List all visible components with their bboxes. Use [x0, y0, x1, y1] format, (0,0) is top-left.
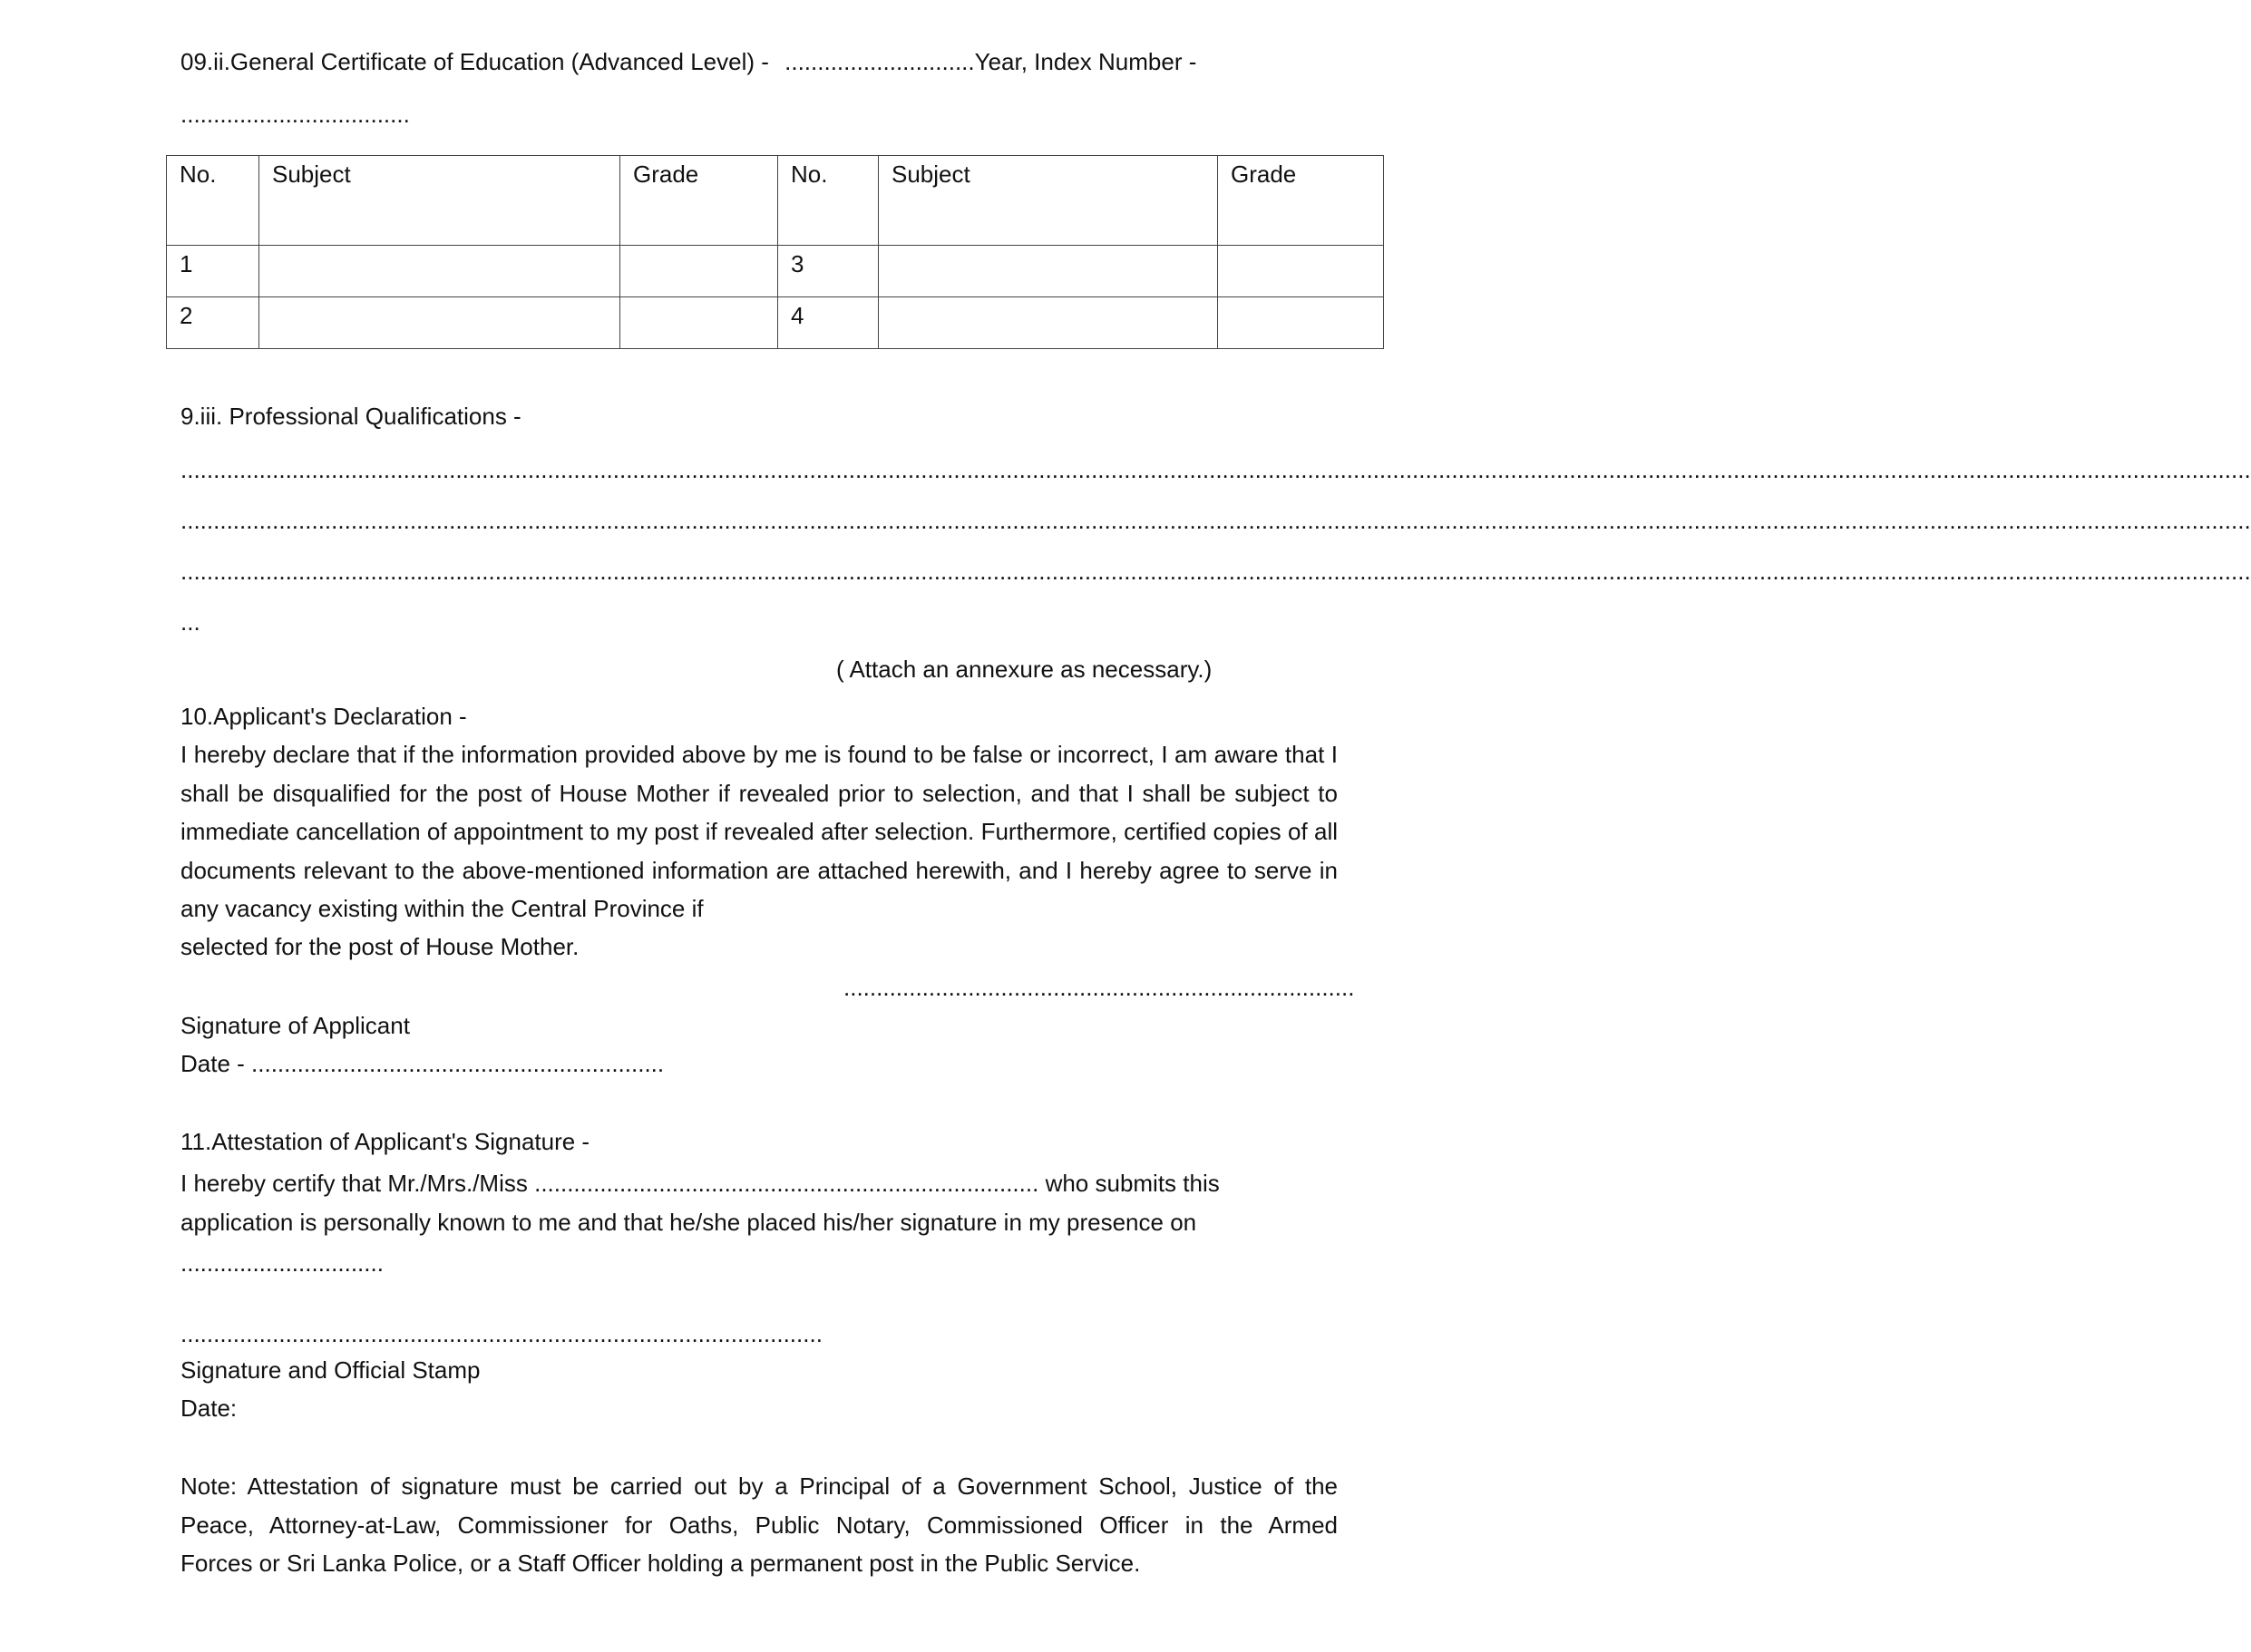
- grade-cell[interactable]: [1218, 246, 1384, 297]
- qualification-continuation: ...: [180, 608, 200, 636]
- index-number-blank[interactable]: ...................................: [180, 101, 410, 128]
- table-header-row: [167, 156, 1384, 246]
- applicant-signature-line[interactable]: ..............................................................................: [843, 974, 1355, 1001]
- attestation-title: 11.Attestation of Applicant's Signature -: [180, 1128, 590, 1155]
- row-no-cell: 3: [778, 246, 879, 297]
- declaration-body: I hereby declare that if the information provided above by me is found to be false or incorrect, I am aware that I shall be disqualified for the post of House Mother if revealed prior to selection, and that I shall be subject to immediate cancellation of appointment to my post if revealed after selection. Furthermore, certified copies of all documents relevant to the above-mentioned information are attached herewith, and I hereby agree to serve in any vacancy existing within the Central Province if: [180, 741, 1338, 922]
- row-no-cell: 4: [778, 297, 879, 349]
- row-no-cell: 2: [167, 297, 259, 349]
- table-row: [167, 246, 1384, 297]
- table-row: [167, 297, 1384, 349]
- subject-cell[interactable]: [879, 246, 1218, 297]
- note-line-1: Note: Attestation of signature must be carried out by a Principal of a Government School, Justice of the: [180, 1472, 1338, 1500]
- official-date-label: Date:: [180, 1394, 238, 1422]
- certify-suffix: who submits this: [1045, 1170, 1220, 1197]
- grade-cell[interactable]: [620, 297, 778, 349]
- grade-cell[interactable]: [620, 246, 778, 297]
- attestation-date-blank[interactable]: ...............................: [180, 1249, 384, 1277]
- grade-cell[interactable]: [1218, 297, 1384, 349]
- declaration-body-last-line: selected for the post of House Mother.: [180, 933, 580, 960]
- subject-cell[interactable]: [879, 297, 1218, 349]
- applicant-name-blank[interactable]: .............................................................................: [534, 1170, 1039, 1197]
- attestation-line-1: [180, 1169, 1220, 1198]
- year-blank[interactable]: ............................: [784, 48, 969, 75]
- note-line-2: Peace, Attorney-at-Law, Commissioner for Oaths, Public Notary, Commissioned Officer in the Armed: [180, 1511, 1338, 1539]
- header-grade-right: Grade: [1218, 156, 1384, 246]
- header-no-left: No.: [167, 156, 259, 246]
- index-number-label: .Year, Index Number -: [968, 48, 1197, 75]
- professional-qualifications-title: 9.iii. Professional Qualifications -: [180, 403, 521, 430]
- annexure-note: ( Attach an annexure as necessary.): [836, 656, 1213, 683]
- official-signature-line[interactable]: ..................................................................................................: [180, 1320, 823, 1347]
- qualification-line[interactable]: ............................................................................................................................................................................................................................................................................................................................: [180, 558, 2251, 585]
- header-grade-left: Grade: [620, 156, 778, 246]
- qualification-line[interactable]: ............................................................................................................................................................................................................................................................................................................................: [180, 507, 2251, 534]
- applicant-signature-label: Signature of Applicant: [180, 1012, 410, 1039]
- header-no-right: No.: [778, 156, 879, 246]
- header-subject-left: Subject: [259, 156, 620, 246]
- header-subject-right: Subject: [879, 156, 1218, 246]
- subject-cell[interactable]: [259, 246, 620, 297]
- gce-al-title: 09.ii.General Certificate of Education (Advanced Level) -: [180, 48, 769, 75]
- official-signature-label: Signature and Official Stamp: [180, 1356, 481, 1384]
- attestation-line-2: application is personally known to me and that he/she placed his/her signature in my presence on: [180, 1209, 1197, 1236]
- subject-cell[interactable]: [259, 297, 620, 349]
- gce-al-heading: [180, 47, 1196, 76]
- note-line-3: Forces or Sri Lanka Police, or a Staff Officer holding a permanent post in the Public Service.: [180, 1550, 1141, 1577]
- row-no-cell: 1: [167, 246, 259, 297]
- declaration-title: 10.Applicant's Declaration -: [180, 703, 467, 730]
- certify-prefix: I hereby certify that Mr./Mrs./Miss: [180, 1170, 528, 1197]
- qualification-line[interactable]: ............................................................................................................................................................................................................................................................................................................................: [180, 456, 2251, 483]
- al-grades-table: [166, 155, 1384, 349]
- applicant-date-field[interactable]: Date - ...............................................................: [180, 1050, 665, 1077]
